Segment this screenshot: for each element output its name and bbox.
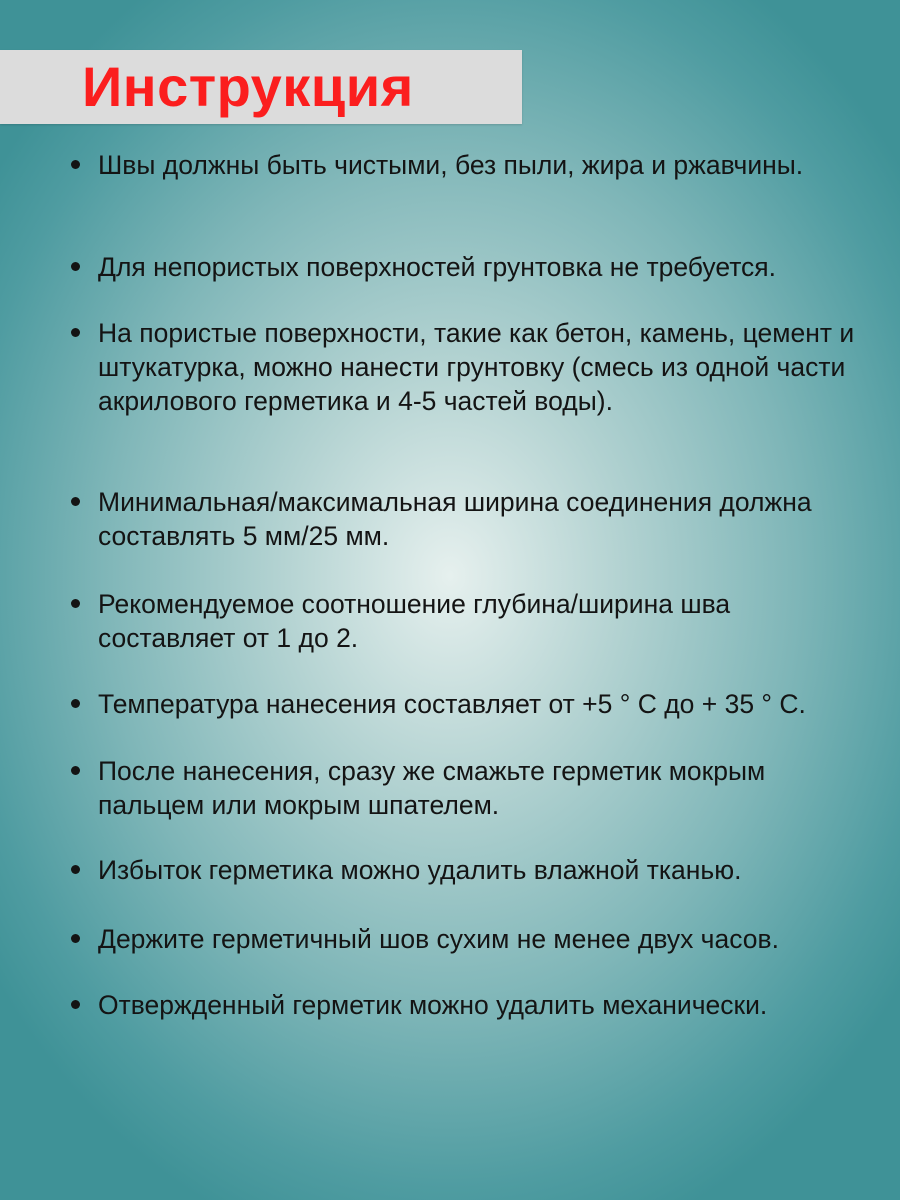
list-item [98,754,858,822]
list-item-text: Температура нанесения составляет от +5 ° С до + 35 ° С. [98,689,806,719]
bullet-icon [71,699,80,708]
list-item-text: Рекомендуемое соотношение глубина/ширина шва составляет от 1 до 2. [98,589,731,653]
list-item-text: Отвержденный герметик можно удалить механически. [98,990,768,1020]
list-item [98,988,858,1022]
list-item-text: Избыток герметика можно удалить влажной тканью. [98,855,742,885]
list-item [98,148,858,182]
bullet-icon [71,160,80,169]
list-item [98,316,858,418]
bullet-icon [71,766,80,775]
page-title: Инструкция [82,55,414,118]
bullet-icon [71,328,80,337]
list-item [98,687,858,721]
list-item [98,853,858,887]
list-item-text: На пористые поверхности, такие как бетон, камень, цемент и штукатурка, можно нанести грунтовку (смесь из одной части акрилового герметика и 4-5 частей воды). [98,318,855,416]
list-item-text: Швы должны быть чистыми, без пыли, жира и ржавчины. [98,150,804,180]
bullet-icon [71,1000,80,1009]
list-item-text: Для непористых поверхностей грунтовка не требуется. [98,252,777,282]
list-item-text: Минимальная/максимальная ширина соединения должна составлять 5 мм/25 мм. [98,487,812,551]
list-item [98,250,858,284]
bullet-icon [71,934,80,943]
list-item [98,485,858,553]
bullet-icon [71,262,80,271]
list-item-text: После нанесения, сразу же смажьте герметик мокрым пальцем или мокрым шпателем. [98,756,766,820]
list-item [98,922,858,956]
list-item-text: Держите герметичный шов сухим не менее двух часов. [98,924,779,954]
bullet-icon [71,865,80,874]
bullet-icon [71,497,80,506]
list-item [98,587,858,655]
bullet-icon [71,599,80,608]
